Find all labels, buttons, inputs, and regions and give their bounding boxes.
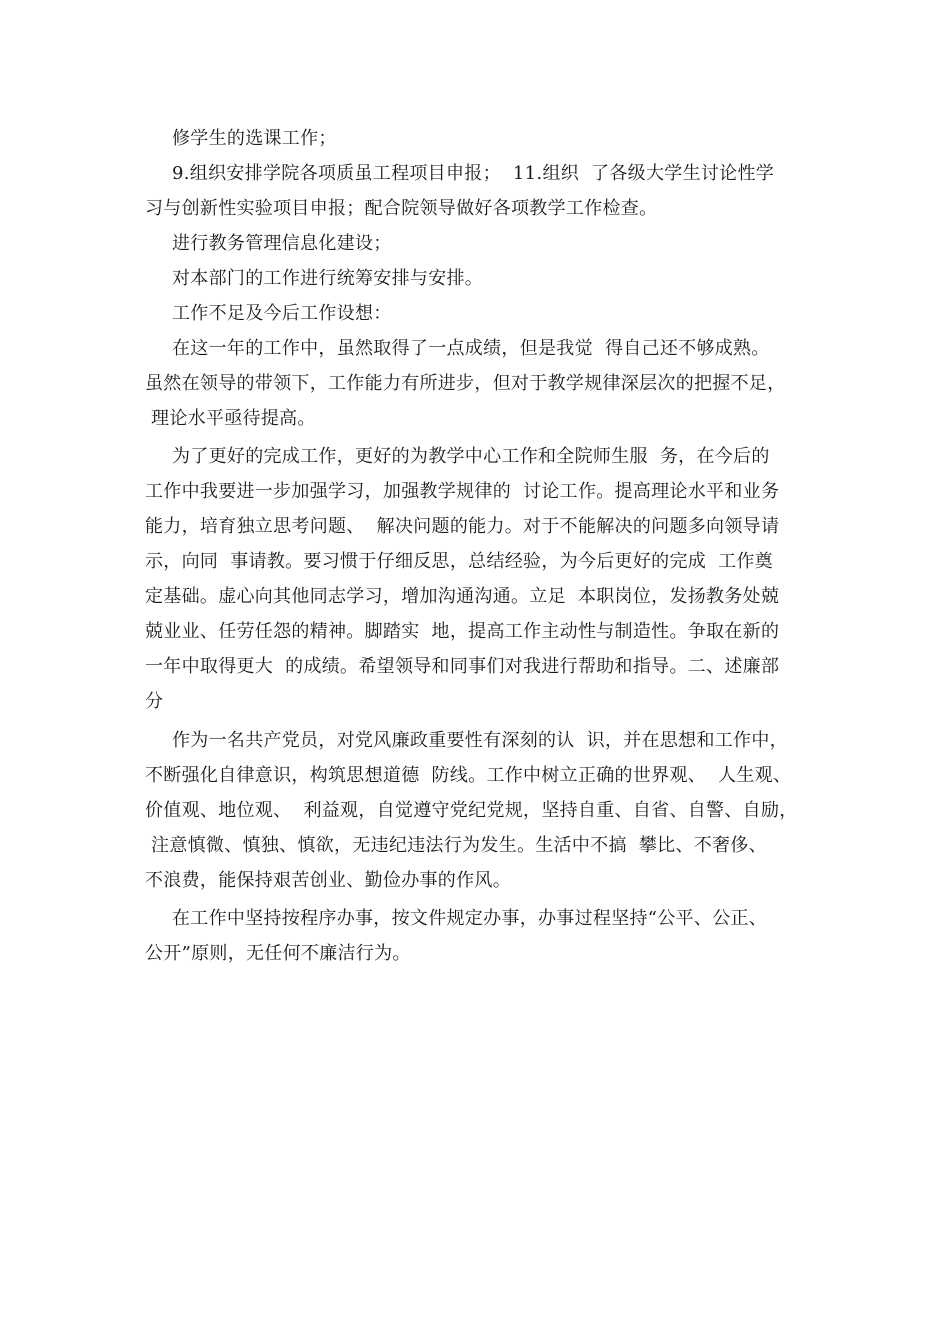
text-line: 兢业业、任劳任怨的精神。脚踏实 地，提高工作主动性与制造性。争取在新的	[145, 621, 780, 642]
text-line: 不浪费，能保持艰苦创业、勤俭办事的作风。	[145, 870, 511, 891]
text-line: 作为一名共产党员，对党风廉政重要性有深刻的认 识，并在思想和工作中，	[172, 730, 788, 751]
text-line: 9.组织安排学院各项质虽工程项目申报； 11.组织 了各级大学生讨论性学	[172, 163, 775, 184]
text-line: 在工作中坚持按程序办事，按文件规定办事，办事过程坚持“公平、公正、	[172, 908, 768, 929]
text-line: 公开”原则，无任何不廉洁行为。	[145, 943, 411, 964]
text-line: 能力，培育独立思考问题、 解决问题的能力。对于不能解决的问题多向领导请	[145, 516, 780, 537]
text-line: 价值观、地位观、 利益观，自觉遵守党纪党规，坚持自重、自省、自警、自励，	[145, 800, 798, 821]
text-line: 习与创新性实验项目申报；配合院领导做好各项教学工作检查。	[145, 198, 658, 219]
text-line: 理论水平亟待提高。	[145, 408, 316, 429]
text-line: 虽然在领导的带领下，工作能力有所进步，但对于教学规律深层次的把握不足，	[145, 373, 786, 394]
text-line: 为了更好的完成工作，更好的为教学中心工作和全院师生服 务，在今后的	[172, 446, 770, 467]
text-line: 一年中取得更大 的成绩。希望领导和同事们对我进行帮助和指导。二、述廉部	[145, 656, 780, 677]
text-line: 修学生的选课工作；	[172, 128, 337, 149]
text-line: 分	[145, 691, 164, 712]
text-line: 定基础。虚心向其他同志学习，增加沟通沟通。立足 本职岗位，发扬教务处兢	[145, 586, 780, 607]
text-line: 在这一年的工作中，虽然取得了一点成绩，但是我觉 得自己还不够成熟。	[172, 338, 770, 359]
text-line: 注意慎微、慎独、慎欲，无违纪违法行为发生。生活中不搞 攀比、不奢侈、	[145, 835, 767, 856]
text-line: 进行教务管理信息化建设；	[172, 233, 392, 254]
text-line: 工作中我要进一步加强学习，加强教学规律的 讨论工作。提高理论水平和业务	[145, 481, 780, 502]
section-heading: 工作不足及今后工作设想：	[172, 303, 392, 324]
text-line: 不断强化自律意识，构筑思想道德 防线。工作中树立正确的世界观、 人生观、	[145, 765, 792, 786]
text-line: 对本部门的工作进行统筹安排与安排。	[172, 268, 484, 289]
text-line: 示，向同 事请教。要习惯于仔细反思，总结经验，为今后更好的完成 工作奠	[145, 551, 773, 572]
